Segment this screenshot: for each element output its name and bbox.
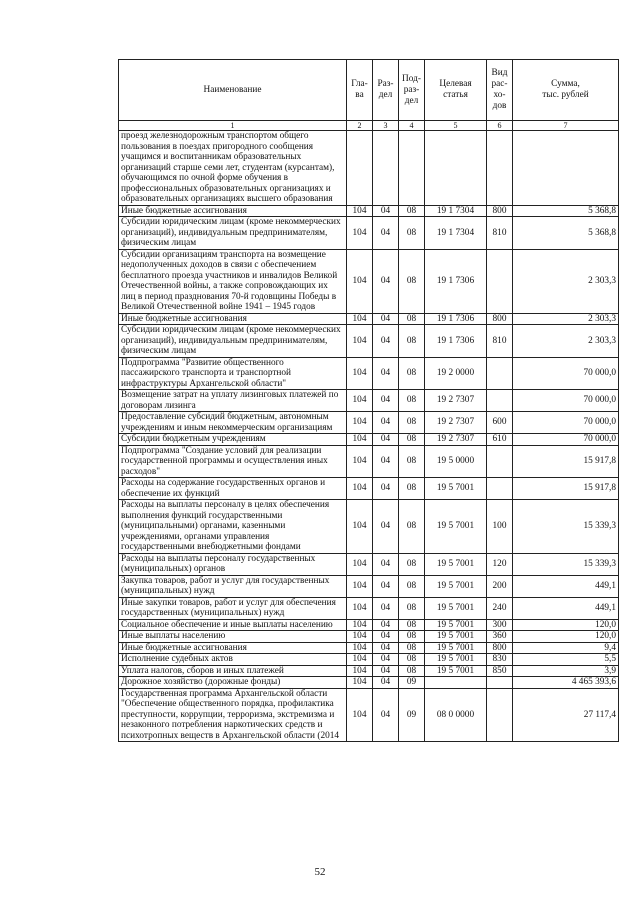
header-celevaya-text: Целевая статья bbox=[439, 79, 472, 100]
page-number: 52 bbox=[314, 866, 326, 878]
cell-podrazdel: 09 bbox=[399, 688, 425, 742]
cell-celevaya: 19 2 7307 bbox=[425, 412, 487, 434]
cell-razdel: 04 bbox=[373, 677, 399, 689]
cell-razdel: 04 bbox=[373, 553, 399, 575]
table-row bbox=[119, 249, 619, 313]
cell-summa: 15 339,3 bbox=[513, 553, 619, 575]
header-razdel bbox=[373, 60, 399, 121]
cell-celevaya: 19 5 7001 bbox=[425, 500, 487, 554]
cell-glava: 104 bbox=[347, 619, 373, 631]
cell-name: Иные закупки товаров, работ и услуг для обеспечения государственных (муниципальных) нужд bbox=[119, 597, 347, 619]
cell-vid: 300 bbox=[487, 619, 513, 631]
cell-podrazdel: 08 bbox=[399, 642, 425, 654]
column-number: 3 bbox=[373, 121, 399, 131]
cell-celevaya: 19 5 7001 bbox=[425, 631, 487, 643]
cell-vid bbox=[487, 131, 513, 206]
cell-celevaya bbox=[425, 131, 487, 206]
cell-celevaya: 19 5 7001 bbox=[425, 642, 487, 654]
cell-glava: 104 bbox=[347, 654, 373, 666]
cell-celevaya: 19 1 7304 bbox=[425, 217, 487, 250]
cell-summa: 27 117,4 bbox=[513, 688, 619, 742]
cell-name: Субсидии бюджетным учреждениям bbox=[119, 434, 347, 446]
header-razdel-text: Раз- дел bbox=[377, 79, 394, 100]
table-row bbox=[119, 313, 619, 325]
cell-razdel: 04 bbox=[373, 434, 399, 446]
cell-glava: 104 bbox=[347, 478, 373, 500]
cell-vid bbox=[487, 445, 513, 478]
cell-podrazdel: 08 bbox=[399, 217, 425, 250]
cell-razdel: 04 bbox=[373, 205, 399, 217]
cell-celevaya: 19 5 7001 bbox=[425, 665, 487, 677]
cell-razdel: 04 bbox=[373, 445, 399, 478]
header-summa bbox=[513, 60, 619, 121]
cell-razdel: 04 bbox=[373, 575, 399, 597]
table-row bbox=[119, 205, 619, 217]
cell-razdel: 04 bbox=[373, 500, 399, 554]
cell-vid: 830 bbox=[487, 654, 513, 666]
cell-summa: 15 917,8 bbox=[513, 478, 619, 500]
cell-podrazdel: 08 bbox=[399, 575, 425, 597]
column-number: 6 bbox=[487, 121, 513, 131]
table-row bbox=[119, 597, 619, 619]
cell-summa: 449,1 bbox=[513, 575, 619, 597]
cell-name: Предоставление субсидий бюджетным, автономным учреждениям и иным некоммерческим организациям bbox=[119, 412, 347, 434]
cell-vid bbox=[487, 478, 513, 500]
cell-summa: 15 339,3 bbox=[513, 500, 619, 554]
cell-name: Субсидии организациям транспорта на возмещение недополученных доходов в связи с обеспечением бесплатного проезда участников и инвалидов Великой Отечественной войны, а также сопровождающих их лиц в период празднования 70-й годовщины Победы в Великой Отечественной войне 1941 – 1945 годов bbox=[119, 249, 347, 313]
cell-name: Исполнение судебных актов bbox=[119, 654, 347, 666]
cell-razdel bbox=[373, 131, 399, 206]
cell-name: Возмещение затрат на уплату лизинговых платежей по договорам лизинга bbox=[119, 390, 347, 412]
cell-razdel: 04 bbox=[373, 654, 399, 666]
cell-summa: 70 000,0 bbox=[513, 412, 619, 434]
cell-glava: 104 bbox=[347, 325, 373, 358]
cell-glava: 104 bbox=[347, 597, 373, 619]
cell-summa: 2 303,3 bbox=[513, 325, 619, 358]
header-celevaya bbox=[425, 60, 487, 121]
table-row bbox=[119, 553, 619, 575]
cell-celevaya: 19 5 7001 bbox=[425, 553, 487, 575]
cell-summa: 70 000,0 bbox=[513, 434, 619, 446]
table-row bbox=[119, 665, 619, 677]
cell-vid: 600 bbox=[487, 412, 513, 434]
cell-name: Дорожное хозяйство (дорожные фонды) bbox=[119, 677, 347, 689]
cell-podrazdel: 08 bbox=[399, 205, 425, 217]
cell-name: Иные бюджетные ассигнования bbox=[119, 313, 347, 325]
cell-podrazdel: 08 bbox=[399, 390, 425, 412]
column-number: 1 bbox=[119, 121, 347, 131]
cell-name: Расходы на содержание государственных органов и обеспечение их функций bbox=[119, 478, 347, 500]
cell-name: Иные бюджетные ассигнования bbox=[119, 205, 347, 217]
table-row bbox=[119, 325, 619, 358]
cell-name: Подпрограмма "Создание условий для реализации государственной программы и осуществления иных расходов" bbox=[119, 445, 347, 478]
cell-summa: 120,0 bbox=[513, 631, 619, 643]
cell-vid: 120 bbox=[487, 553, 513, 575]
column-number: 5 bbox=[425, 121, 487, 131]
cell-glava: 104 bbox=[347, 412, 373, 434]
cell-summa: 5 368,8 bbox=[513, 217, 619, 250]
header-name-text: Наименование bbox=[203, 84, 262, 95]
cell-vid bbox=[487, 249, 513, 313]
cell-glava: 104 bbox=[347, 631, 373, 643]
column-number: 2 bbox=[347, 121, 373, 131]
cell-razdel: 04 bbox=[373, 619, 399, 631]
header-podrazdel bbox=[399, 60, 425, 121]
table-row bbox=[119, 131, 619, 206]
cell-summa: 2 303,3 bbox=[513, 249, 619, 313]
cell-name: проезд железнодорожным транспортом общего пользования в поездах пригородного сообщения учащимся и воспитанникам образовательных организаций старше семи лет, студентам (курсантам), обучающимся по очной форме обучения в профессиональных образовательных организациях и образовательных организациях высшего образования bbox=[119, 131, 347, 206]
cell-razdel: 04 bbox=[373, 357, 399, 390]
cell-glava: 104 bbox=[347, 688, 373, 742]
cell-podrazdel: 08 bbox=[399, 654, 425, 666]
cell-name: Закупка товаров, работ и услуг для государственных (муниципальных) нужд bbox=[119, 575, 347, 597]
cell-summa: 4 465 393,6 bbox=[513, 677, 619, 689]
cell-summa: 5 368,8 bbox=[513, 205, 619, 217]
cell-celevaya: 19 1 7306 bbox=[425, 249, 487, 313]
cell-summa: 9,4 bbox=[513, 642, 619, 654]
cell-celevaya: 19 5 7001 bbox=[425, 478, 487, 500]
cell-celevaya: 19 1 7306 bbox=[425, 325, 487, 358]
cell-glava: 104 bbox=[347, 677, 373, 689]
cell-name: Подпрограмма "Развитие общественного пассажирского транспорта и транспортной инфраструктуры Архангельской области" bbox=[119, 357, 347, 390]
cell-razdel: 04 bbox=[373, 390, 399, 412]
cell-podrazdel: 08 bbox=[399, 313, 425, 325]
cell-summa bbox=[513, 131, 619, 206]
cell-podrazdel: 08 bbox=[399, 445, 425, 478]
cell-celevaya: 19 1 7304 bbox=[425, 205, 487, 217]
cell-vid: 360 bbox=[487, 631, 513, 643]
table-row bbox=[119, 500, 619, 554]
cell-podrazdel: 08 bbox=[399, 631, 425, 643]
cell-razdel: 04 bbox=[373, 642, 399, 654]
cell-vid: 200 bbox=[487, 575, 513, 597]
header-row bbox=[119, 60, 619, 121]
cell-celevaya: 19 5 7001 bbox=[425, 654, 487, 666]
cell-celevaya bbox=[425, 677, 487, 689]
cell-name: Расходы на выплаты персоналу государственных (муниципальных) органов bbox=[119, 553, 347, 575]
cell-glava: 104 bbox=[347, 642, 373, 654]
cell-razdel: 04 bbox=[373, 631, 399, 643]
cell-celevaya: 19 5 7001 bbox=[425, 575, 487, 597]
header-vid bbox=[487, 60, 513, 121]
table-row bbox=[119, 654, 619, 666]
table-row bbox=[119, 677, 619, 689]
cell-vid: 100 bbox=[487, 500, 513, 554]
cell-vid: 810 bbox=[487, 325, 513, 358]
cell-celevaya: 19 2 0000 bbox=[425, 357, 487, 390]
cell-podrazdel: 08 bbox=[399, 357, 425, 390]
cell-vid: 810 bbox=[487, 217, 513, 250]
cell-celevaya: 19 5 0000 bbox=[425, 445, 487, 478]
column-number: 7 bbox=[513, 121, 619, 131]
cell-summa: 5,5 bbox=[513, 654, 619, 666]
cell-summa: 15 917,8 bbox=[513, 445, 619, 478]
cell-celevaya: 19 5 7001 bbox=[425, 597, 487, 619]
cell-podrazdel bbox=[399, 131, 425, 206]
cell-vid: 850 bbox=[487, 665, 513, 677]
header-name bbox=[119, 60, 347, 121]
cell-glava: 104 bbox=[347, 434, 373, 446]
table-row bbox=[119, 642, 619, 654]
header-vid-text: Вид рас- хо- дов bbox=[491, 68, 508, 111]
cell-razdel: 04 bbox=[373, 249, 399, 313]
cell-podrazdel: 08 bbox=[399, 619, 425, 631]
cell-vid: 240 bbox=[487, 597, 513, 619]
cell-summa: 120,0 bbox=[513, 619, 619, 631]
cell-glava: 104 bbox=[347, 500, 373, 554]
cell-razdel: 04 bbox=[373, 478, 399, 500]
cell-razdel: 04 bbox=[373, 325, 399, 358]
cell-name: Уплата налогов, сборов и иных платежей bbox=[119, 665, 347, 677]
cell-vid: 800 bbox=[487, 205, 513, 217]
cell-glava: 104 bbox=[347, 553, 373, 575]
cell-summa: 70 000,0 bbox=[513, 390, 619, 412]
cell-vid bbox=[487, 390, 513, 412]
cell-name: Субсидии юридическим лицам (кроме некоммерческих организаций), индивидуальным предпринимателям, физическим лицам bbox=[119, 217, 347, 250]
cell-podrazdel: 08 bbox=[399, 478, 425, 500]
cell-glava: 104 bbox=[347, 665, 373, 677]
header-glava bbox=[347, 60, 373, 121]
cell-name: Расходы на выплаты персоналу в целях обеспечения выполнения функций государственными (муниципальными) органами, казенными учреждениями, органами управления государственными внебюджетными фондами bbox=[119, 500, 347, 554]
cell-vid bbox=[487, 357, 513, 390]
cell-razdel: 04 bbox=[373, 665, 399, 677]
cell-glava: 104 bbox=[347, 357, 373, 390]
cell-name: Социальное обеспечение и иные выплаты населению bbox=[119, 619, 347, 631]
cell-name: Иные бюджетные ассигнования bbox=[119, 642, 347, 654]
cell-glava: 104 bbox=[347, 575, 373, 597]
cell-razdel: 04 bbox=[373, 688, 399, 742]
cell-podrazdel: 08 bbox=[399, 553, 425, 575]
cell-vid bbox=[487, 677, 513, 689]
cell-summa: 449,1 bbox=[513, 597, 619, 619]
cell-razdel: 04 bbox=[373, 217, 399, 250]
cell-razdel: 04 bbox=[373, 313, 399, 325]
cell-glava: 104 bbox=[347, 390, 373, 412]
budget-table bbox=[118, 59, 619, 742]
cell-podrazdel: 08 bbox=[399, 597, 425, 619]
cell-glava bbox=[347, 131, 373, 206]
table-row bbox=[119, 412, 619, 434]
header-podrazdel-text: Под- раз- дел bbox=[402, 73, 421, 106]
table-row bbox=[119, 631, 619, 643]
table-row bbox=[119, 434, 619, 446]
cell-celevaya: 19 5 7001 bbox=[425, 619, 487, 631]
column-number-row bbox=[119, 121, 619, 131]
cell-vid bbox=[487, 688, 513, 742]
table-row bbox=[119, 445, 619, 478]
table-row bbox=[119, 688, 619, 742]
cell-summa: 3,9 bbox=[513, 665, 619, 677]
header-summa-text: Сумма, тыс. рублей bbox=[542, 79, 589, 100]
cell-podrazdel: 08 bbox=[399, 500, 425, 554]
column-number: 4 bbox=[399, 121, 425, 131]
cell-glava: 104 bbox=[347, 445, 373, 478]
cell-podrazdel: 08 bbox=[399, 665, 425, 677]
cell-summa: 70 000,0 bbox=[513, 357, 619, 390]
cell-glava: 104 bbox=[347, 217, 373, 250]
cell-celevaya: 19 1 7306 bbox=[425, 313, 487, 325]
cell-glava: 104 bbox=[347, 205, 373, 217]
cell-glava: 104 bbox=[347, 313, 373, 325]
cell-name: Субсидии юридическим лицам (кроме некоммерческих организаций), индивидуальным предпринимателям, физическим лицам bbox=[119, 325, 347, 358]
cell-podrazdel: 08 bbox=[399, 434, 425, 446]
cell-name: Иные выплаты населению bbox=[119, 631, 347, 643]
cell-celevaya: 19 2 7307 bbox=[425, 434, 487, 446]
table-row bbox=[119, 217, 619, 250]
cell-podrazdel: 09 bbox=[399, 677, 425, 689]
table-row bbox=[119, 390, 619, 412]
cell-celevaya: 19 2 7307 bbox=[425, 390, 487, 412]
cell-summa: 2 303,3 bbox=[513, 313, 619, 325]
cell-glava: 104 bbox=[347, 249, 373, 313]
table-row bbox=[119, 478, 619, 500]
cell-vid: 610 bbox=[487, 434, 513, 446]
cell-celevaya: 08 0 0000 bbox=[425, 688, 487, 742]
table-row bbox=[119, 619, 619, 631]
cell-podrazdel: 08 bbox=[399, 249, 425, 313]
cell-razdel: 04 bbox=[373, 597, 399, 619]
table-body bbox=[119, 131, 619, 742]
cell-name: Государственная программа Архангельской области "Обеспечение общественного порядка, профилактика преступности, коррупции, терроризма, экстремизма и незаконного потребления наркотических средств и психотропных веществ в Архангельской области (2014 bbox=[119, 688, 347, 742]
cell-podrazdel: 08 bbox=[399, 325, 425, 358]
cell-podrazdel: 08 bbox=[399, 412, 425, 434]
cell-vid: 800 bbox=[487, 313, 513, 325]
header-glava-text: Гла- ва bbox=[351, 79, 368, 100]
table-row bbox=[119, 575, 619, 597]
table-row bbox=[119, 357, 619, 390]
cell-razdel: 04 bbox=[373, 412, 399, 434]
cell-vid: 800 bbox=[487, 642, 513, 654]
